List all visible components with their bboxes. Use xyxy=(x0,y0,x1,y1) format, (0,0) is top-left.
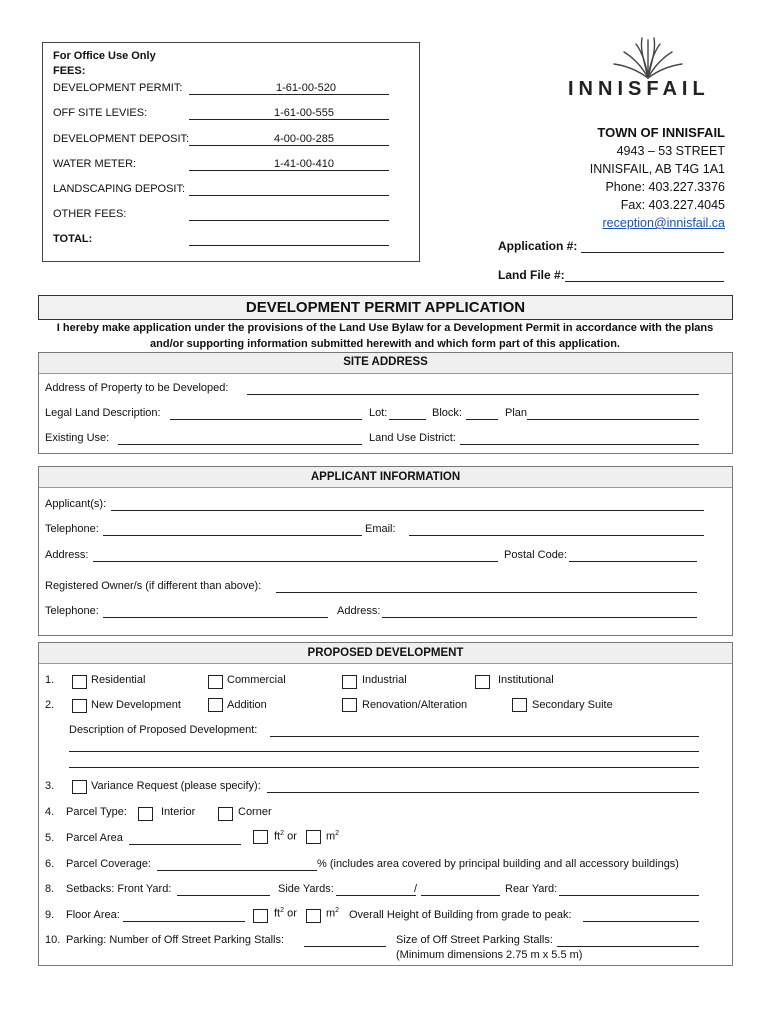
town-name: TOWN OF INNISFAIL xyxy=(597,125,725,140)
parcel-area-field[interactable] xyxy=(129,844,241,845)
institutional-label: Institutional xyxy=(498,674,554,686)
town-city: INNISFAIL, AB T4G 1A1 xyxy=(589,162,725,176)
fee-code-water-meter: 1-41-00-410 xyxy=(274,158,334,170)
parcel-area-ft-checkbox[interactable] xyxy=(253,830,268,844)
email-field[interactable] xyxy=(409,535,704,536)
stall-size-label: Size of Off Street Parking Stalls: xyxy=(396,934,553,946)
fee-code-dev-permit: 1-61-00-520 xyxy=(276,82,336,94)
page-title: DEVELOPMENT PERMIT APPLICATION xyxy=(245,299,526,316)
ft-unit: ft xyxy=(274,830,281,843)
floor-m-squared: 2 xyxy=(335,907,340,914)
item-1-number: 1. xyxy=(45,674,55,686)
renovation-label: Renovation/Alteration xyxy=(362,699,468,711)
fee-field-total[interactable] xyxy=(189,245,389,246)
property-address-field[interactable] xyxy=(247,394,699,395)
side-yards-label: Side Yards: xyxy=(278,883,334,895)
or-text: or xyxy=(287,830,297,843)
variance-label: Variance Request (please specify): xyxy=(91,780,261,792)
email-label: Email: xyxy=(365,523,396,535)
building-height-label: Overall Height of Building from grade to peak: xyxy=(349,909,572,921)
fee-label-dev-deposit: DEVELOPMENT DEPOSIT: xyxy=(53,133,190,145)
telephone-field[interactable] xyxy=(103,535,362,536)
owner-address-label: Address: xyxy=(337,605,381,617)
commercial-checkbox[interactable] xyxy=(208,675,223,689)
interior-checkbox[interactable] xyxy=(138,807,153,821)
description-field-1[interactable] xyxy=(270,736,699,737)
land-use-district-label: Land Use District: xyxy=(369,432,456,444)
floor-area-field[interactable] xyxy=(123,921,245,922)
stall-size-field[interactable] xyxy=(557,946,699,947)
fee-label-other: OTHER FEES: xyxy=(53,208,127,220)
owner-telephone-label: Telephone: xyxy=(45,605,99,617)
registered-owner-label: Registered Owner/s (if different than above): xyxy=(45,580,262,592)
postal-code-field[interactable] xyxy=(569,561,697,562)
parcel-area-units xyxy=(274,830,297,843)
owner-address-field[interactable] xyxy=(382,617,697,618)
item-2-number: 2. xyxy=(45,699,55,711)
block-label: Block: xyxy=(432,407,462,419)
application-number-label: Application #: xyxy=(498,239,578,253)
floor-area-m-checkbox[interactable] xyxy=(306,909,321,923)
land-file-field[interactable] xyxy=(565,281,724,282)
item-10-number: 10. xyxy=(45,934,61,946)
fee-field-dev-deposit[interactable] xyxy=(189,145,389,146)
building-height-field[interactable] xyxy=(583,921,699,922)
existing-use-field[interactable] xyxy=(118,444,362,445)
registered-owner-field[interactable] xyxy=(276,592,697,593)
proposed-development-section xyxy=(38,642,733,966)
application-number-field[interactable] xyxy=(581,252,724,253)
parcel-coverage-note: % (includes area covered by principal building and all accessory buildings) xyxy=(317,858,679,870)
m-unit: m xyxy=(326,830,336,843)
item-8-number: 8. xyxy=(45,883,55,895)
postal-code-label: Postal Code: xyxy=(504,549,567,561)
side-yards-slash: / xyxy=(414,883,418,895)
lot-field[interactable] xyxy=(389,419,426,420)
industrial-label: Industrial xyxy=(362,674,407,686)
item-4-number: 4. xyxy=(45,806,55,818)
description-field-2[interactable] xyxy=(69,751,699,752)
minimum-dimensions-note: (Minimum dimensions 2.75 m x 5.5 m) xyxy=(396,949,583,961)
proposed-title: PROPOSED DEVELOPMENT xyxy=(307,647,464,659)
fee-field-water-meter[interactable] xyxy=(189,170,389,171)
plan-label: Plan xyxy=(505,407,528,419)
item-3-number: 3. xyxy=(45,780,55,792)
parcel-coverage-field[interactable] xyxy=(157,870,317,871)
applicants-field[interactable] xyxy=(111,510,704,511)
telephone-label: Telephone: xyxy=(45,523,99,535)
floor-area-m-unit xyxy=(326,907,339,920)
fee-label-landscaping: LANDSCAPING DEPOSIT: xyxy=(53,183,186,195)
town-email-link[interactable]: reception@innisfail.ca xyxy=(602,216,725,230)
fee-label-water-meter: WATER METER: xyxy=(53,158,137,170)
new-development-label: New Development xyxy=(91,699,181,711)
parking-stalls-field[interactable] xyxy=(304,946,386,947)
secondary-suite-label: Secondary Suite xyxy=(532,699,613,711)
parcel-area-m-unit xyxy=(326,830,339,843)
town-info xyxy=(590,124,725,232)
floor-ft-squared: 2 xyxy=(280,907,285,914)
land-use-district-field[interactable] xyxy=(460,444,699,445)
fee-code-off-site: 1-61-00-555 xyxy=(274,107,334,119)
side-yards-field-1[interactable] xyxy=(336,895,416,896)
applicant-title: APPLICANT INFORMATION xyxy=(310,471,461,483)
corner-label: Corner xyxy=(238,806,272,818)
address-field[interactable] xyxy=(93,561,498,562)
fee-label-off-site: OFF SITE LEVIES: xyxy=(53,107,148,119)
floor-area-label: Floor Area: xyxy=(66,909,120,921)
legal-description-field[interactable] xyxy=(170,419,362,420)
floor-area-units xyxy=(274,907,297,920)
applicants-label: Applicant(s): xyxy=(45,498,107,510)
variance-checkbox[interactable] xyxy=(72,780,87,794)
item-5-number: 5. xyxy=(45,832,55,844)
residential-label: Residential xyxy=(91,674,146,686)
logo-text: INNISFAIL xyxy=(568,78,710,100)
property-address-label: Address of Property to be Developed: xyxy=(45,382,229,394)
front-yard-field[interactable] xyxy=(177,895,270,896)
office-use-box xyxy=(42,42,420,262)
fees-label: FEES: xyxy=(53,65,86,77)
floor-ft-unit: ft xyxy=(274,907,281,920)
existing-use-label: Existing Use: xyxy=(45,432,110,444)
fee-code-dev-deposit: 4-00-00-285 xyxy=(274,133,334,145)
variance-field[interactable] xyxy=(267,792,699,793)
residential-checkbox[interactable] xyxy=(72,675,87,689)
rear-yard-label: Rear Yard: xyxy=(505,883,558,895)
parcel-type-label: Parcel Type: xyxy=(66,806,127,818)
legal-description-label: Legal Land Description: xyxy=(45,407,161,419)
parking-stalls-label: Parking: Number of Off Street Parking Stalls: xyxy=(66,934,285,946)
m-squared: 2 xyxy=(335,830,340,837)
front-yard-label: Setbacks: Front Yard: xyxy=(66,883,172,895)
parcel-area-label: Parcel Area xyxy=(66,832,123,844)
institutional-checkbox[interactable] xyxy=(475,675,490,689)
intro-line-1: I hereby make application under the provisions of the Land Use Bylaw for a Development Permit in accordance with the plans xyxy=(56,322,714,334)
title-box xyxy=(38,295,733,320)
industrial-checkbox[interactable] xyxy=(342,675,357,689)
block-field[interactable] xyxy=(466,419,498,420)
owner-telephone-field[interactable] xyxy=(103,617,328,618)
address-label: Address: xyxy=(45,549,89,561)
parcel-area-m-checkbox[interactable] xyxy=(306,830,321,844)
plan-field[interactable] xyxy=(527,419,699,420)
land-file-label: Land File #: xyxy=(498,268,565,282)
town-street: 4943 – 53 STREET xyxy=(616,144,725,158)
commercial-label: Commercial xyxy=(227,674,286,686)
fee-label-total: TOTAL: xyxy=(53,233,93,245)
applicant-section xyxy=(38,466,733,636)
site-address-section xyxy=(38,352,733,454)
description-label: Description of Proposed Development: xyxy=(69,724,258,736)
secondary-suite-checkbox[interactable] xyxy=(512,698,527,712)
addition-label: Addition xyxy=(227,699,267,711)
floor-or-text: or xyxy=(287,907,297,920)
description-field-3[interactable] xyxy=(69,767,699,768)
interior-label: Interior xyxy=(161,806,196,818)
corner-checkbox[interactable] xyxy=(218,807,233,821)
fee-field-other[interactable] xyxy=(189,220,389,221)
item-6-number: 6. xyxy=(45,858,55,870)
fee-label-dev-permit: DEVELOPMENT PERMIT: xyxy=(53,82,183,94)
site-address-title: SITE ADDRESS xyxy=(343,356,428,368)
town-phone: Phone: 403.227.3376 xyxy=(605,180,725,194)
parcel-coverage-label: Parcel Coverage: xyxy=(66,858,151,870)
office-heading: For Office Use Only xyxy=(53,50,156,62)
town-fax: Fax: 403.227.4045 xyxy=(620,198,725,212)
ft-squared: 2 xyxy=(280,830,285,837)
lot-label: Lot: xyxy=(369,407,388,419)
side-yards-field-2[interactable] xyxy=(421,895,500,896)
fee-field-off-site[interactable] xyxy=(189,119,389,120)
renovation-checkbox[interactable] xyxy=(342,698,357,712)
item-9-number: 9. xyxy=(45,909,55,921)
new-development-checkbox[interactable] xyxy=(72,699,87,713)
fee-field-dev-permit[interactable] xyxy=(189,94,389,95)
addition-checkbox[interactable] xyxy=(208,698,223,712)
fee-field-landscaping[interactable] xyxy=(189,195,389,196)
intro-line-2: and/or supporting information submitted herewith and which form part of this application. xyxy=(150,338,620,350)
floor-m-unit: m xyxy=(326,907,336,920)
rear-yard-field[interactable] xyxy=(559,895,699,896)
floor-area-ft-checkbox[interactable] xyxy=(253,909,268,923)
innisfail-logo-icon xyxy=(598,34,698,84)
